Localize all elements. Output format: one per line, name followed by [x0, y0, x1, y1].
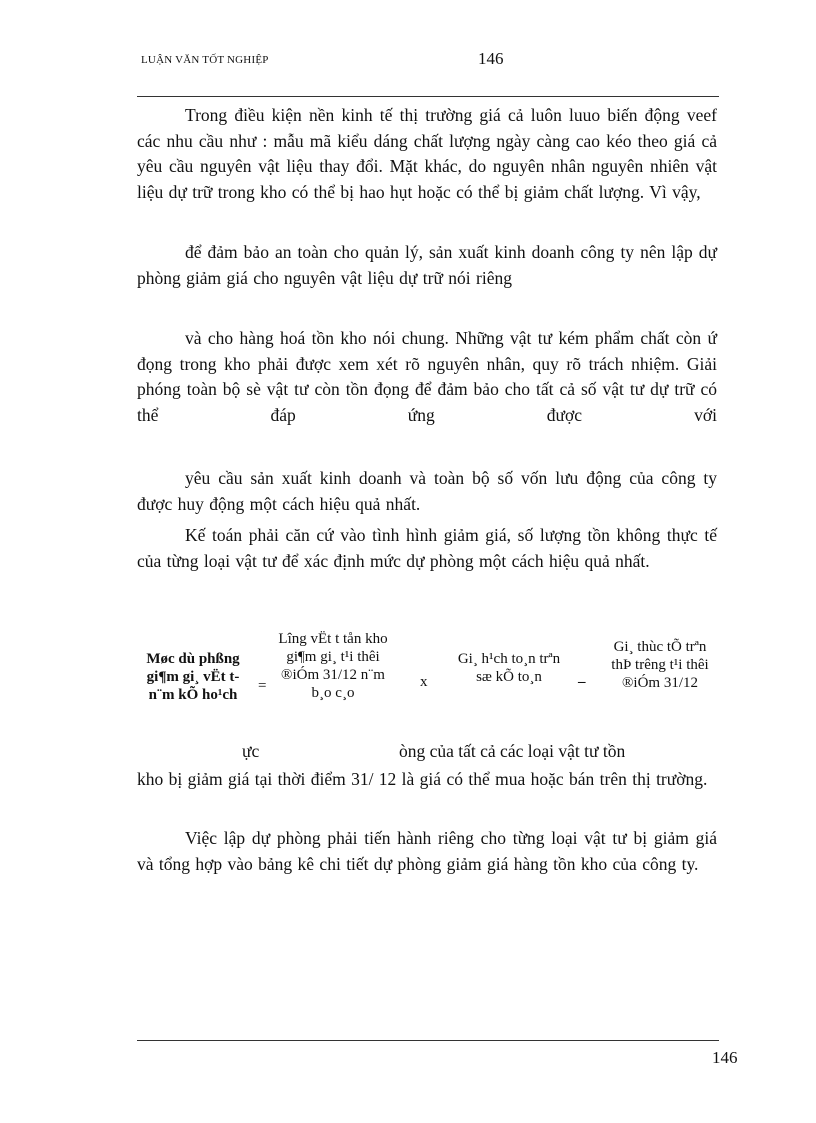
paragraph-3-text: và cho hàng hoá tồn kho nói chung. Những vật tư kém phẩm chất còn ứ đọng trong kho phải được xem xét rõ nguyên nhân, quy rõ trách nhiệm. Giải phóng toàn bộ sè vật tư còn tồn đọng để đảm bảo cho tất cả số vật tư dự trữ có thể đáp ứng được với [137, 328, 717, 425]
paragraph-5 [137, 523, 717, 574]
header-rule [137, 96, 719, 97]
running-header-title: LUẬN VĂN TỐT NGHIỆP [141, 54, 269, 66]
formula-minus-sign: – [578, 674, 586, 690]
paragraph-2-text: để đảm bảo an toàn cho quản lý, sản xuất kinh doanh công ty nên lập dự phòng giảm giá cho nguyên vật liệu dự trữ nói riêng [137, 242, 717, 288]
paragraph-3 [137, 326, 717, 428]
formula-term-provision-level: Møc dù phßng gi¶m gi¸ vËt t n¨m kÕ ho¹ch [146, 651, 240, 703]
formula-term-market-price: Gi¸ thùc tÕ trªn thÞ trêng t¹i thêi ®iÓm 31/12 [611, 639, 709, 691]
paragraph-4 [137, 466, 717, 517]
formula-term-book-price: Gi¸ h¹ch to¸n trªn sæ kÕ to¸n [457, 651, 561, 685]
footer-page-number: 146 [712, 1048, 738, 1067]
provision-formula [137, 630, 717, 748]
paragraph-6-fragment-b: òng của tất cả các loại vật tư tồn [399, 741, 626, 761]
footer-rule [137, 1040, 719, 1041]
paragraph-7 [137, 826, 717, 877]
paragraph-5-text: Kế toán phải căn cứ vào tình hình giảm giá, số lượng tồn không thực tế của từng loại vật tư để xác định mức dự phòng một cách hiệu quả nhất. [137, 525, 717, 571]
paragraph-2 [137, 240, 717, 291]
paragraph-4-text: yêu cầu sản xuất kinh doanh và toàn bộ số vốn lưu động của công ty được huy động một cách hiệu quả nhất. [137, 468, 717, 514]
paragraph-6-text: kho bị giảm giá tại thời điểm 31/ 12 là giá có thể mua hoặc bán trên thị trường. [137, 769, 708, 789]
formula-term-inventory-quantity: Lîng vËt t tån kho gi¶m gi¸ t¹i thêi ®iÓm 31/12 n¨m b¸o c¸o [278, 631, 388, 701]
paragraph-6-fragment-a: ực [242, 741, 260, 761]
formula-equals-sign: = [258, 678, 267, 694]
paragraph-1 [137, 103, 717, 205]
formula-multiply-sign: x [420, 674, 428, 690]
paragraph-6 [137, 767, 717, 793]
header-page-number: 146 [478, 49, 504, 68]
paragraph-1-text: Trong điều kiện nền kinh tế thị trường giá cả luôn luuo biến động veef các nhu cầu như : mẫu mã kiểu dáng chất lượng ngày càng cao kéo theo giá cả yêu cầu nguyên vật liệu thay đổi. Mặt khác, do nguyên nhân nguyên nhiên vật liệu dự trữ trong kho có thể bị hao hụt hoặc có thể bị giảm chất lượng. Vì vậy, [137, 105, 717, 202]
paragraph-7-text: Việc lập dự phòng phải tiến hành riêng cho từng loại vật tư bị giảm giá và tổng hợp vào bảng kê chi tiết dự phòng giảm giá hàng tồn kho của công ty. [137, 828, 717, 874]
